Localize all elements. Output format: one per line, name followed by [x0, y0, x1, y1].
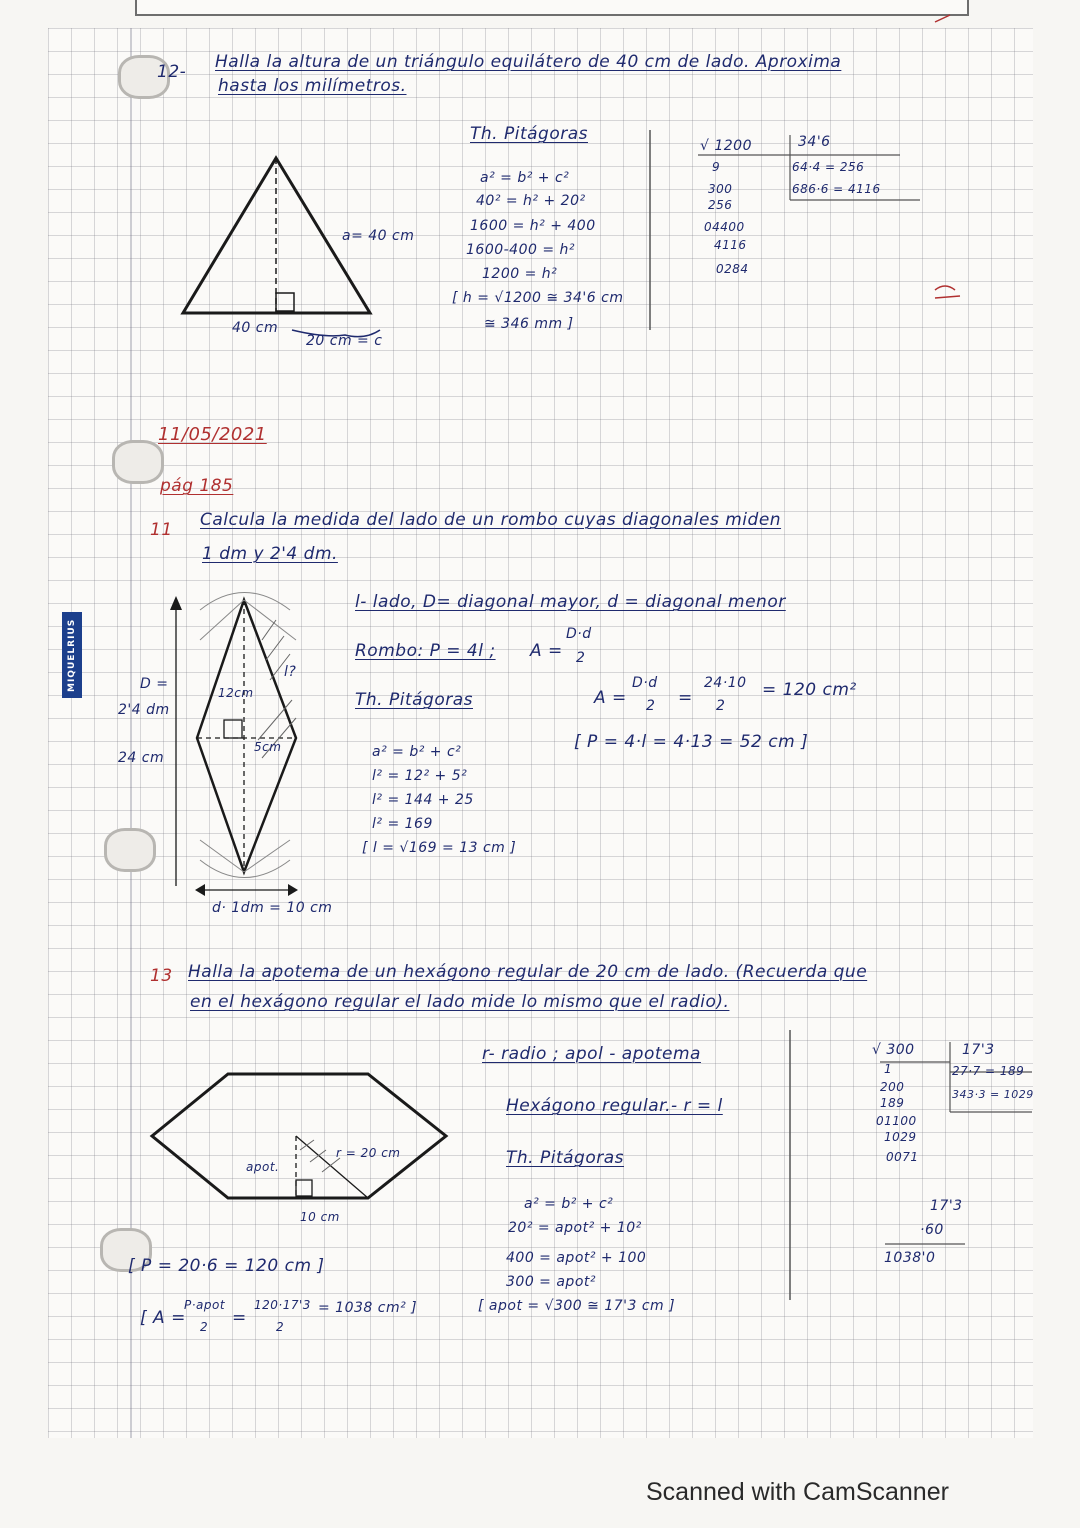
sqrt-calc: 300 — [708, 182, 733, 196]
half-base-label: 20 cm = c — [306, 333, 383, 349]
perimeter-calc: [ P = 4·l = 4·13 = 52 cm ] — [574, 732, 809, 752]
legend: r- radio ; apol - apotema — [482, 1044, 701, 1064]
half-major-diagonal: 12cm — [218, 686, 254, 700]
problem-statement: 1 dm y 2'4 dm. — [202, 544, 338, 564]
area-calc-result: = 1038 cm² ] — [318, 1300, 418, 1316]
sqrt-calc: 9 — [712, 160, 721, 174]
sqrt-calc: 1029 — [884, 1130, 917, 1144]
minor-diagonal-label: d· 1dm = 10 cm — [212, 900, 333, 916]
formula-line: 40² = h² + 20² — [476, 193, 586, 209]
sqrt-step: 27·7 = 189 — [952, 1064, 1025, 1078]
area-calc-numerator: D·d — [632, 675, 658, 691]
area-calc-denominator: 2 — [716, 698, 726, 714]
sqrt-calc: √ 300 — [872, 1042, 915, 1058]
formula-line: ≅ 346 mm ] — [484, 316, 574, 332]
area-calc-denominator: 2 — [200, 1320, 209, 1334]
half-minor-diagonal: 5cm — [254, 740, 282, 754]
problem-statement: hasta los milímetros. — [218, 76, 407, 96]
sqrt-calc: 04400 — [704, 220, 745, 234]
formula-line: a² = b² + c² — [372, 744, 462, 760]
area-calc-denominator: 2 — [276, 1320, 285, 1334]
area-calc-denominator: 2 — [646, 698, 656, 714]
formula-line: 400 = apot² + 100 — [506, 1250, 647, 1266]
area-calc-result: = 120 cm² — [762, 680, 857, 700]
sqrt-result: 34'6 — [798, 134, 831, 150]
radius-label: r = 20 cm — [336, 1146, 401, 1160]
rhombus-area-denominator: 2 — [576, 650, 586, 666]
major-diagonal-value: 24 cm — [118, 750, 165, 766]
page-ref: pág 185 — [160, 476, 234, 496]
formula-line: l² = 169 — [372, 816, 433, 832]
multiplication-result: 1038'0 — [884, 1250, 936, 1266]
sqrt-step: 64·4 = 256 — [792, 160, 865, 174]
formula-line: 1600 = h² + 400 — [470, 218, 596, 234]
sqrt-calc: 189 — [880, 1096, 905, 1110]
sqrt-step: 686·6 = 4116 — [792, 182, 881, 196]
sqrt-calc: 4116 — [714, 238, 747, 252]
area-calc-equals: = — [232, 1308, 247, 1328]
multiplication: 17'3 — [930, 1198, 963, 1214]
formula-line: 300 = apot² — [506, 1274, 596, 1290]
rhombus-area-numerator: D·d — [566, 626, 592, 642]
sqrt-calc: 0284 — [716, 262, 749, 276]
problem-statement: Halla la apotema de un hexágono regular de 20 cm de lado. (Recuerda que — [188, 962, 868, 982]
major-diagonal-label: D = — [140, 676, 169, 692]
sqrt-calc: 01100 — [876, 1114, 917, 1128]
problem-number: 13 — [150, 966, 173, 986]
side-unknown: l? — [284, 664, 297, 680]
regular-hexagon — [152, 1074, 446, 1198]
half-side-label: 10 cm — [300, 1210, 340, 1224]
problem-number: 12- — [157, 62, 187, 82]
formula-result: [ l = √169 = 13 cm ] — [362, 840, 517, 856]
date: 11/05/2021 — [158, 424, 267, 445]
scanner-watermark: Scanned with CamScanner — [646, 1478, 949, 1506]
area-calc-equals: = — [678, 688, 693, 708]
formula-line: a² = b² + c² — [480, 170, 570, 186]
rhombus-perimeter-formula: Rombo: P = 4l ; — [355, 641, 496, 661]
formula-line: 1600-400 = h² — [466, 242, 576, 258]
base-label: 40 cm — [232, 320, 279, 336]
formula-line: l² = 12² + 5² — [372, 768, 468, 784]
sqrt-calc: 0071 — [886, 1150, 919, 1164]
area-calc-numerator: P·apot — [184, 1298, 226, 1312]
formula-line: l² = 144 + 25 — [372, 792, 474, 808]
sqrt-step: 343·3 = 1029 — [952, 1088, 1034, 1101]
theorem-title: Th. Pitágoras — [470, 124, 588, 144]
rhombus-area-formula: A = — [530, 641, 563, 661]
brand-label: MIQUELRIUS — [62, 612, 82, 698]
sqrt-calc: √ 1200 — [700, 138, 752, 154]
major-diagonal-value: 2'4 dm — [118, 702, 170, 718]
formula-line: [ h = √1200 ≅ 34'6 cm — [452, 290, 624, 306]
problem-statement: Calcula la medida del lado de un rombo cuyas diagonales miden — [200, 510, 782, 530]
problem-statement: Halla la altura de un triángulo equilátero de 40 cm de lado. Aproxima — [215, 52, 842, 72]
sqrt-result: 17'3 — [962, 1042, 995, 1058]
formula-line: a² = b² + c² — [524, 1196, 614, 1212]
multiplication: ·60 — [920, 1222, 944, 1238]
perimeter-calc: [ P = 20·6 = 120 cm ] — [128, 1256, 325, 1276]
formula-line: 20² = apot² + 10² — [508, 1220, 642, 1236]
problem-number: 11 — [150, 520, 173, 540]
legend: l- lado, D= diagonal mayor, d = diagonal menor — [355, 592, 786, 612]
formula-line: 1200 = h² — [482, 266, 558, 282]
apothem-label: apot. — [246, 1160, 280, 1174]
hexagon-note: Hexágono regular.- r = l — [506, 1096, 723, 1116]
side-label: a= 40 cm — [342, 228, 415, 244]
formula-result: [ apot = √300 ≅ 17'3 cm ] — [478, 1298, 676, 1314]
problem-statement: en el hexágono regular el lado mide lo mismo que el radio). — [190, 992, 730, 1012]
sqrt-calc: 200 — [880, 1080, 905, 1094]
sqrt-calc: 1 — [884, 1062, 893, 1076]
area-calc-numerator: 120·17'3 — [254, 1298, 311, 1312]
theorem-title: Th. Pitágoras — [355, 690, 473, 710]
area-calc: [ A = — [140, 1308, 186, 1328]
area-calc: A = — [594, 688, 627, 708]
theorem-title: Th. Pitágoras — [506, 1148, 624, 1168]
sqrt-calc: 256 — [708, 198, 733, 212]
area-calc-numerator: 24·10 — [704, 675, 747, 691]
